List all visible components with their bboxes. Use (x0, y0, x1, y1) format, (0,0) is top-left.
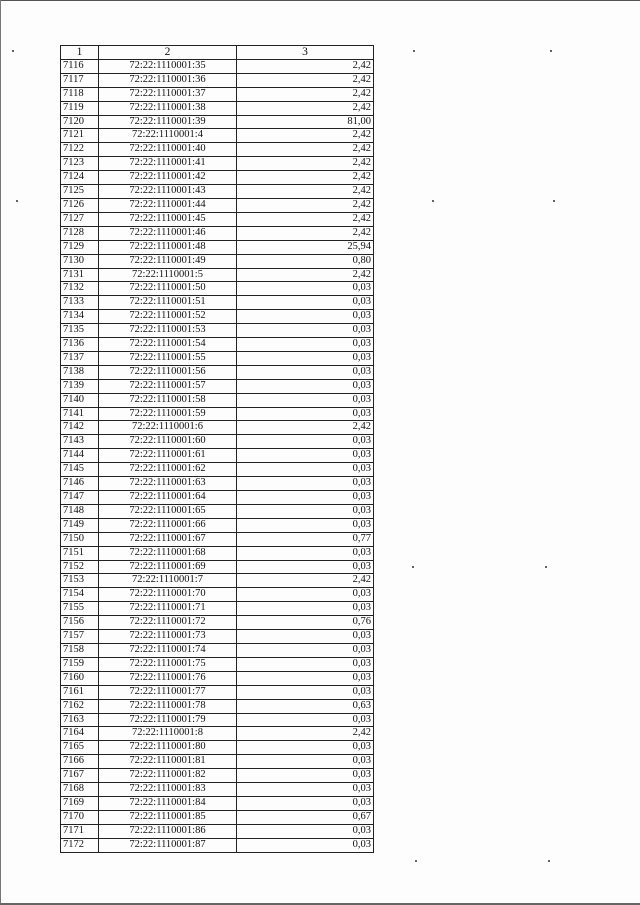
value-cell: 0,03 (237, 685, 374, 699)
table-row (61, 338, 374, 352)
value-cell: 2,42 (237, 129, 374, 143)
table-row (61, 560, 374, 574)
value-cell: 2,42 (237, 198, 374, 212)
row-number-cell: 7153 (61, 574, 99, 588)
table-row (61, 268, 374, 282)
row-number-cell: 7166 (61, 755, 99, 769)
table-row (61, 769, 374, 783)
table-row (61, 143, 374, 157)
row-number-cell: 7146 (61, 477, 99, 491)
table-row (61, 574, 374, 588)
table-row (61, 212, 374, 226)
row-number-cell: 7116 (61, 59, 99, 73)
value-cell: 0,03 (237, 546, 374, 560)
value-cell: 2,42 (237, 727, 374, 741)
value-cell: 2,42 (237, 226, 374, 240)
table-row (61, 630, 374, 644)
row-number-cell: 7128 (61, 226, 99, 240)
table-row (61, 518, 374, 532)
row-number-cell: 7117 (61, 73, 99, 87)
cadastral-number-cell: 72:22:1110001:46 (99, 226, 237, 240)
cadastral-number-cell: 72:22:1110001:62 (99, 463, 237, 477)
scan-edge-left (0, 0, 1, 905)
value-cell: 0,03 (237, 630, 374, 644)
cadastral-number-cell: 72:22:1110001:8 (99, 727, 237, 741)
value-cell: 2,42 (237, 574, 374, 588)
row-number-cell: 7123 (61, 157, 99, 171)
value-cell: 0,80 (237, 254, 374, 268)
table-row (61, 351, 374, 365)
cadastral-number-cell: 72:22:1110001:74 (99, 643, 237, 657)
cadastral-number-cell: 72:22:1110001:61 (99, 449, 237, 463)
table-row (61, 783, 374, 797)
table-row (61, 393, 374, 407)
table-row (61, 588, 374, 602)
scan-speck (413, 50, 415, 52)
row-number-cell: 7120 (61, 115, 99, 129)
scan-speck (16, 200, 18, 202)
row-number-cell: 7126 (61, 198, 99, 212)
table-row (61, 824, 374, 838)
value-cell: 0,03 (237, 310, 374, 324)
scan-edge-top (0, 0, 640, 1)
cadastral-number-cell: 72:22:1110001:54 (99, 338, 237, 352)
table-row (61, 73, 374, 87)
value-cell: 0,03 (237, 393, 374, 407)
value-cell: 0,03 (237, 338, 374, 352)
table-row (61, 324, 374, 338)
table-row (61, 643, 374, 657)
table-row (61, 171, 374, 185)
scan-speck (550, 50, 552, 52)
cadastral-number-cell: 72:22:1110001:4 (99, 129, 237, 143)
table-row (61, 115, 374, 129)
cadastral-number-cell: 72:22:1110001:80 (99, 741, 237, 755)
table-row (61, 282, 374, 296)
row-number-cell: 7154 (61, 588, 99, 602)
table-row (61, 87, 374, 101)
table-row (61, 157, 374, 171)
table-row (61, 796, 374, 810)
value-cell: 2,42 (237, 212, 374, 226)
table-row (61, 254, 374, 268)
cadastral-number-cell: 72:22:1110001:76 (99, 671, 237, 685)
value-cell: 0,03 (237, 504, 374, 518)
table-body (61, 59, 374, 852)
column-header-1: 1 (61, 46, 99, 60)
cadastral-number-cell: 72:22:1110001:56 (99, 365, 237, 379)
table-row (61, 477, 374, 491)
row-number-cell: 7119 (61, 101, 99, 115)
value-cell: 0,77 (237, 532, 374, 546)
row-number-cell: 7135 (61, 324, 99, 338)
cadastral-number-cell: 72:22:1110001:63 (99, 477, 237, 491)
value-cell: 2,42 (237, 171, 374, 185)
cadastral-number-cell: 72:22:1110001:83 (99, 783, 237, 797)
value-cell: 2,42 (237, 101, 374, 115)
row-number-cell: 7172 (61, 838, 99, 852)
cadastral-number-cell: 72:22:1110001:82 (99, 769, 237, 783)
table-row (61, 449, 374, 463)
cadastral-number-cell: 72:22:1110001:66 (99, 518, 237, 532)
table-row (61, 226, 374, 240)
value-cell: 0,03 (237, 477, 374, 491)
row-number-cell: 7139 (61, 379, 99, 393)
row-number-cell: 7162 (61, 699, 99, 713)
table-row (61, 685, 374, 699)
cadastral-number-cell: 72:22:1110001:53 (99, 324, 237, 338)
cadastral-number-cell: 72:22:1110001:75 (99, 657, 237, 671)
value-cell: 0,03 (237, 796, 374, 810)
value-cell: 81,00 (237, 115, 374, 129)
column-header-2: 2 (99, 46, 237, 60)
row-number-cell: 7171 (61, 824, 99, 838)
value-cell: 2,42 (237, 421, 374, 435)
scan-speck (553, 200, 555, 202)
row-number-cell: 7140 (61, 393, 99, 407)
table-row (61, 741, 374, 755)
table-row (61, 198, 374, 212)
row-number-cell: 7156 (61, 616, 99, 630)
cadastral-number-cell: 72:22:1110001:35 (99, 59, 237, 73)
row-number-cell: 7167 (61, 769, 99, 783)
value-cell: 2,42 (237, 157, 374, 171)
table-row (61, 602, 374, 616)
scan-speck (412, 566, 414, 568)
row-number-cell: 7145 (61, 463, 99, 477)
cadastral-number-cell: 72:22:1110001:49 (99, 254, 237, 268)
value-cell: 0,03 (237, 282, 374, 296)
value-cell: 2,42 (237, 73, 374, 87)
value-cell: 0,03 (237, 713, 374, 727)
value-cell: 0,03 (237, 379, 374, 393)
value-cell: 0,03 (237, 783, 374, 797)
table-row (61, 657, 374, 671)
value-cell: 2,42 (237, 87, 374, 101)
row-number-cell: 7155 (61, 602, 99, 616)
cadastral-number-cell: 72:22:1110001:64 (99, 491, 237, 505)
column-header-3: 3 (237, 46, 374, 60)
cadastral-number-cell: 72:22:1110001:52 (99, 310, 237, 324)
table-row (61, 129, 374, 143)
table-row (61, 101, 374, 115)
header-row (61, 46, 374, 60)
row-number-cell: 7130 (61, 254, 99, 268)
row-number-cell: 7148 (61, 504, 99, 518)
value-cell: 0,03 (237, 560, 374, 574)
row-number-cell: 7129 (61, 240, 99, 254)
row-number-cell: 7168 (61, 783, 99, 797)
table-row (61, 240, 374, 254)
value-cell: 2,42 (237, 185, 374, 199)
cadastral-number-cell: 72:22:1110001:51 (99, 296, 237, 310)
value-cell: 2,42 (237, 268, 374, 282)
value-cell: 0,67 (237, 810, 374, 824)
row-number-cell: 7125 (61, 185, 99, 199)
row-number-cell: 7124 (61, 171, 99, 185)
scan-speck (432, 200, 434, 202)
cadastral-number-cell: 72:22:1110001:55 (99, 351, 237, 365)
value-cell: 0,03 (237, 296, 374, 310)
value-cell: 0,03 (237, 518, 374, 532)
cadastral-number-cell: 72:22:1110001:57 (99, 379, 237, 393)
cadastral-number-cell: 72:22:1110001:87 (99, 838, 237, 852)
cadastral-number-cell: 72:22:1110001:85 (99, 810, 237, 824)
data-table (60, 45, 374, 853)
cadastral-number-cell: 72:22:1110001:44 (99, 198, 237, 212)
table-row (61, 713, 374, 727)
table-row (61, 463, 374, 477)
cadastral-number-cell: 72:22:1110001:43 (99, 185, 237, 199)
value-cell: 0,03 (237, 838, 374, 852)
row-number-cell: 7164 (61, 727, 99, 741)
value-cell: 0,03 (237, 407, 374, 421)
table-row (61, 365, 374, 379)
value-cell: 0,03 (237, 824, 374, 838)
cadastral-number-cell: 72:22:1110001:42 (99, 171, 237, 185)
table-row (61, 407, 374, 421)
row-number-cell: 7141 (61, 407, 99, 421)
table-row (61, 435, 374, 449)
table-row (61, 185, 374, 199)
table-row (61, 421, 374, 435)
row-number-cell: 7143 (61, 435, 99, 449)
cadastral-number-cell: 72:22:1110001:78 (99, 699, 237, 713)
table-row (61, 810, 374, 824)
table-row (61, 532, 374, 546)
cadastral-number-cell: 72:22:1110001:40 (99, 143, 237, 157)
cadastral-number-cell: 72:22:1110001:70 (99, 588, 237, 602)
cadastral-number-cell: 72:22:1110001:5 (99, 268, 237, 282)
row-number-cell: 7134 (61, 310, 99, 324)
value-cell: 0,76 (237, 616, 374, 630)
cadastral-number-cell: 72:22:1110001:60 (99, 435, 237, 449)
table-row (61, 699, 374, 713)
cadastral-number-cell: 72:22:1110001:7 (99, 574, 237, 588)
value-cell: 0,03 (237, 351, 374, 365)
value-cell: 0,03 (237, 463, 374, 477)
row-number-cell: 7138 (61, 365, 99, 379)
table-row (61, 296, 374, 310)
value-cell: 0,03 (237, 365, 374, 379)
value-cell: 0,03 (237, 324, 374, 338)
cadastral-number-cell: 72:22:1110001:72 (99, 616, 237, 630)
table-row (61, 546, 374, 560)
row-number-cell: 7122 (61, 143, 99, 157)
row-number-cell: 7133 (61, 296, 99, 310)
row-number-cell: 7163 (61, 713, 99, 727)
row-number-cell: 7161 (61, 685, 99, 699)
row-number-cell: 7165 (61, 741, 99, 755)
cadastral-number-cell: 72:22:1110001:67 (99, 532, 237, 546)
scan-speck (545, 566, 547, 568)
cadastral-number-cell: 72:22:1110001:50 (99, 282, 237, 296)
row-number-cell: 7149 (61, 518, 99, 532)
value-cell: 2,42 (237, 143, 374, 157)
value-cell: 2,42 (237, 59, 374, 73)
row-number-cell: 7157 (61, 630, 99, 644)
cadastral-number-cell: 72:22:1110001:6 (99, 421, 237, 435)
row-number-cell: 7158 (61, 643, 99, 657)
row-number-cell: 7142 (61, 421, 99, 435)
cadastral-number-cell: 72:22:1110001:77 (99, 685, 237, 699)
cadastral-number-cell: 72:22:1110001:79 (99, 713, 237, 727)
table-row (61, 379, 374, 393)
row-number-cell: 7132 (61, 282, 99, 296)
table-row (61, 755, 374, 769)
row-number-cell: 7159 (61, 657, 99, 671)
value-cell: 0,03 (237, 755, 374, 769)
value-cell: 0,63 (237, 699, 374, 713)
value-cell: 0,03 (237, 643, 374, 657)
row-number-cell: 7144 (61, 449, 99, 463)
cadastral-number-cell: 72:22:1110001:41 (99, 157, 237, 171)
cadastral-number-cell: 72:22:1110001:37 (99, 87, 237, 101)
scan-speck (12, 50, 14, 52)
row-number-cell: 7121 (61, 129, 99, 143)
cadastral-number-cell: 72:22:1110001:73 (99, 630, 237, 644)
cadastral-number-cell: 72:22:1110001:45 (99, 212, 237, 226)
row-number-cell: 7118 (61, 87, 99, 101)
value-cell: 0,03 (237, 435, 374, 449)
value-cell: 0,03 (237, 741, 374, 755)
row-number-cell: 7147 (61, 491, 99, 505)
table-row (61, 504, 374, 518)
row-number-cell: 7169 (61, 796, 99, 810)
scan-speck (548, 860, 550, 862)
row-number-cell: 7131 (61, 268, 99, 282)
table-row (61, 310, 374, 324)
value-cell: 0,03 (237, 769, 374, 783)
table-row (61, 59, 374, 73)
cadastral-number-cell: 72:22:1110001:68 (99, 546, 237, 560)
value-cell: 0,03 (237, 602, 374, 616)
cadastral-number-cell: 72:22:1110001:48 (99, 240, 237, 254)
value-cell: 0,03 (237, 671, 374, 685)
scan-speck (415, 860, 417, 862)
value-cell: 25,94 (237, 240, 374, 254)
row-number-cell: 7150 (61, 532, 99, 546)
value-cell: 0,03 (237, 657, 374, 671)
cadastral-number-cell: 72:22:1110001:36 (99, 73, 237, 87)
cadastral-number-cell: 72:22:1110001:59 (99, 407, 237, 421)
cadastral-number-cell: 72:22:1110001:84 (99, 796, 237, 810)
value-cell: 0,03 (237, 449, 374, 463)
row-number-cell: 7127 (61, 212, 99, 226)
table-row (61, 671, 374, 685)
table-row (61, 838, 374, 852)
table-row (61, 491, 374, 505)
cadastral-number-cell: 72:22:1110001:58 (99, 393, 237, 407)
row-number-cell: 7137 (61, 351, 99, 365)
row-number-cell: 7160 (61, 671, 99, 685)
row-number-cell: 7136 (61, 338, 99, 352)
row-number-cell: 7170 (61, 810, 99, 824)
cadastral-number-cell: 72:22:1110001:69 (99, 560, 237, 574)
value-cell: 0,03 (237, 491, 374, 505)
cadastral-number-cell: 72:22:1110001:81 (99, 755, 237, 769)
cadastral-number-cell: 72:22:1110001:65 (99, 504, 237, 518)
cadastral-number-cell: 72:22:1110001:86 (99, 824, 237, 838)
row-number-cell: 7152 (61, 560, 99, 574)
cadastral-number-cell: 72:22:1110001:39 (99, 115, 237, 129)
value-cell: 0,03 (237, 588, 374, 602)
table-row (61, 727, 374, 741)
row-number-cell: 7151 (61, 546, 99, 560)
cadastral-number-cell: 72:22:1110001:71 (99, 602, 237, 616)
table-row (61, 616, 374, 630)
cadastral-number-cell: 72:22:1110001:38 (99, 101, 237, 115)
